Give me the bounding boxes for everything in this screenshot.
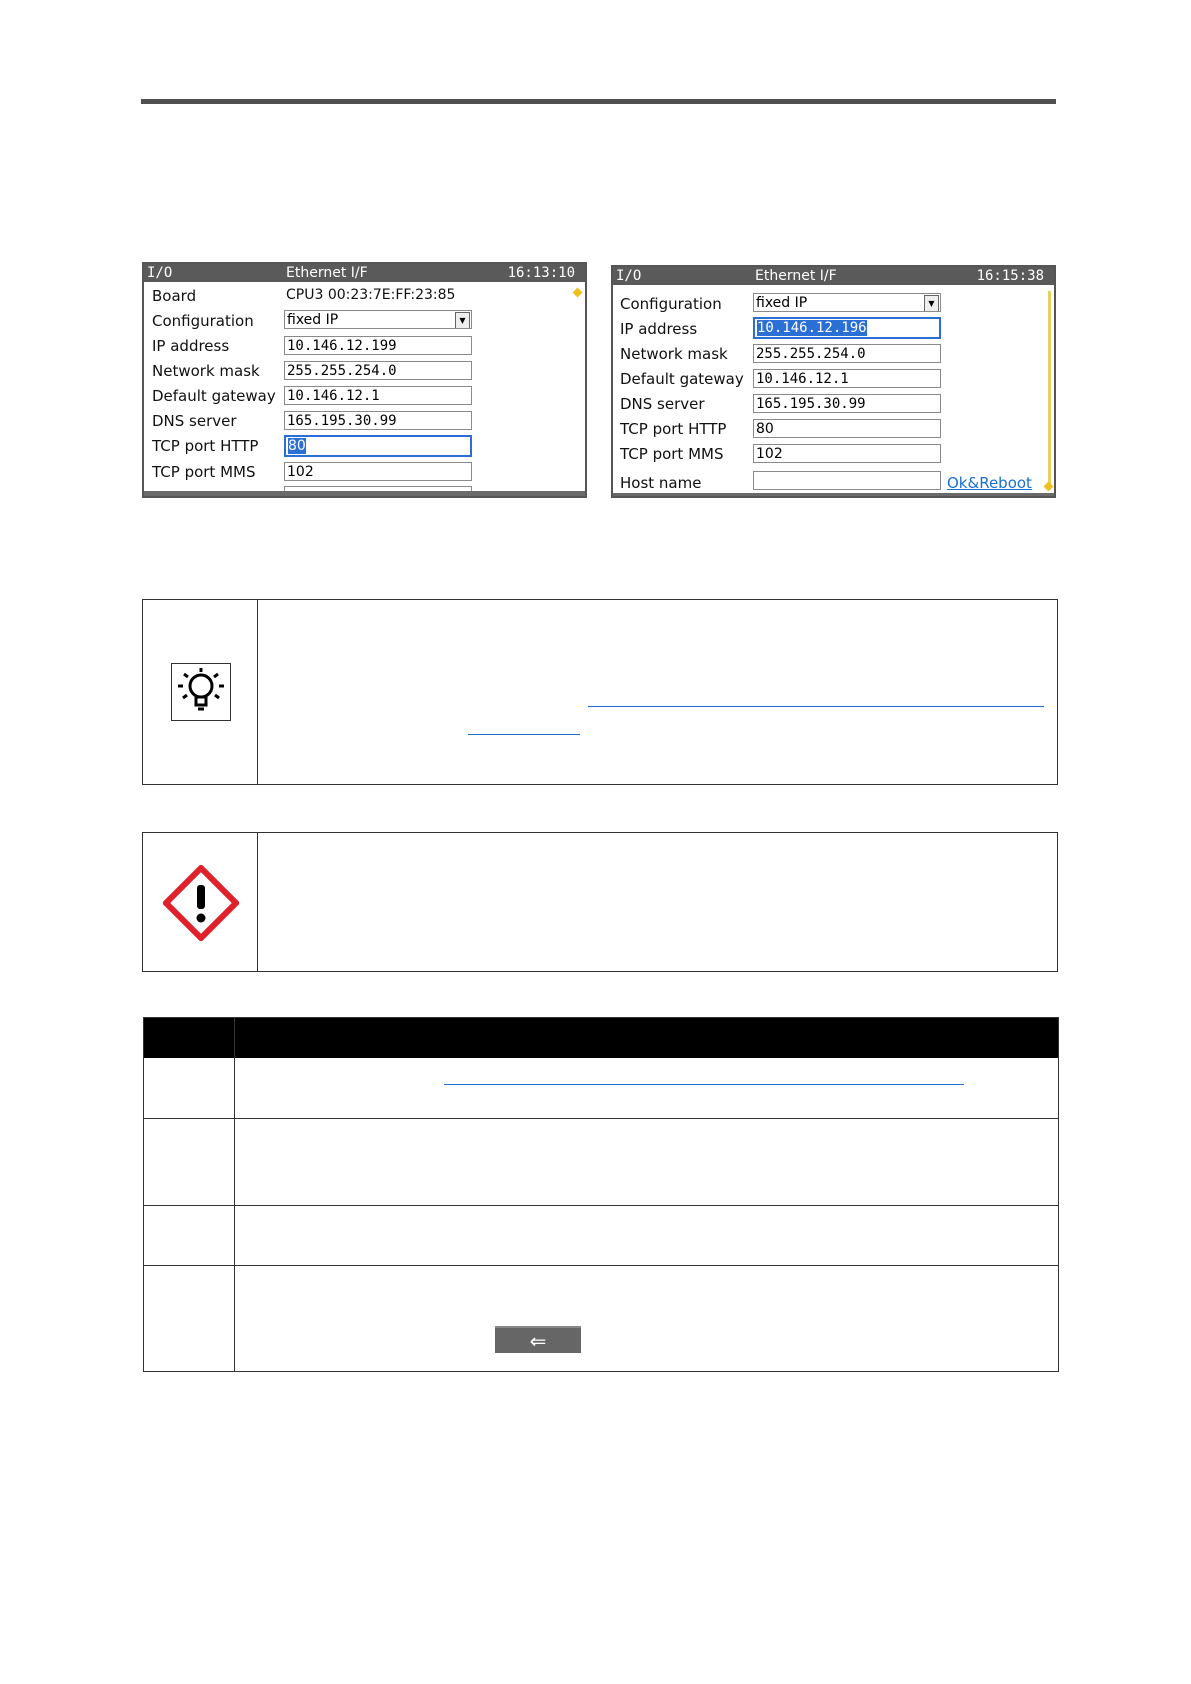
tcp-port-http-value: 80 [288, 438, 306, 454]
header-rule [141, 99, 1056, 104]
dns-server-field[interactable]: 165.195.30.99 [284, 411, 472, 430]
tcp-port-mms-field[interactable]: 102 [753, 444, 941, 463]
scroll-indicator-icon[interactable] [1044, 482, 1054, 492]
screen-title: Ethernet I/F [755, 268, 837, 284]
board-label: Board [152, 287, 197, 305]
row-divider [144, 1265, 1058, 1266]
chevron-down-icon[interactable]: ▼ [455, 312, 470, 329]
ok-reboot-button[interactable]: Ok&Reboot [947, 474, 1032, 492]
tcp-port-mms-label: TCP port MMS [152, 463, 256, 481]
host-name-field[interactable] [753, 471, 941, 490]
screen-clock: 16:15:38 [976, 268, 1044, 284]
tcp-port-mms-field[interactable]: 102 [284, 462, 472, 481]
configuration-label: Configuration [152, 312, 254, 330]
screen-title-bar [144, 264, 585, 282]
scroll-indicator-icon[interactable] [573, 288, 583, 298]
device-screen-1 [142, 262, 587, 498]
device-screen-2 [611, 265, 1056, 498]
softkey-bar [144, 491, 585, 496]
warning-box-divider [257, 833, 258, 971]
warning-box [142, 832, 1058, 972]
screen-clock: 16:13:10 [507, 265, 575, 281]
default-gateway-label: Default gateway [620, 370, 744, 388]
back-arrow-icon: ⇐ [529, 1329, 547, 1353]
dns-server-label: DNS server [620, 395, 705, 413]
ip-address-label: IP address [152, 337, 230, 355]
softkey-bar [613, 493, 1054, 496]
network-mask-label: Network mask [620, 345, 728, 363]
dns-server-field[interactable]: 165.195.30.99 [753, 394, 941, 413]
row-divider [144, 1118, 1058, 1119]
network-mask-field[interactable]: 255.255.254.0 [753, 344, 941, 363]
link-underline[interactable] [444, 1084, 964, 1085]
tcp-port-http-field[interactable] [284, 435, 472, 457]
table-header [144, 1018, 1058, 1058]
steps-table [143, 1017, 1059, 1372]
tcp-port-mms-label: TCP port MMS [620, 445, 724, 463]
screen-menu-label: I/O [616, 268, 642, 284]
default-gateway-label: Default gateway [152, 387, 276, 405]
configuration-select[interactable] [284, 310, 472, 329]
tcp-port-http-label: TCP port HTTP [620, 420, 727, 438]
link-underline[interactable] [588, 706, 1044, 707]
tip-box [142, 599, 1058, 785]
lightbulb-icon [171, 663, 231, 721]
ip-address-field[interactable] [753, 317, 941, 339]
column-divider [234, 1018, 235, 1371]
back-button[interactable] [495, 1326, 581, 1353]
network-mask-field[interactable]: 255.255.254.0 [284, 361, 472, 380]
default-gateway-field[interactable]: 10.146.12.1 [753, 369, 941, 388]
tcp-port-http-label: TCP port HTTP [152, 437, 259, 455]
screen-menu-label: I/O [147, 265, 173, 281]
tip-box-divider [257, 600, 258, 784]
ip-address-field[interactable]: 10.146.12.199 [284, 336, 472, 355]
configuration-select[interactable] [753, 293, 941, 312]
link-underline[interactable] [468, 734, 580, 735]
row-divider [144, 1205, 1058, 1206]
screen-title-bar [613, 267, 1054, 285]
exclamation-diamond-icon [163, 865, 239, 945]
chevron-down-icon[interactable]: ▼ [924, 295, 939, 312]
default-gateway-field[interactable]: 10.146.12.1 [284, 386, 472, 405]
screen-title: Ethernet I/F [286, 265, 368, 281]
configuration-value: fixed IP [756, 295, 808, 311]
configuration-label: Configuration [620, 295, 722, 313]
network-mask-label: Network mask [152, 362, 260, 380]
dns-server-label: DNS server [152, 412, 237, 430]
configuration-value: fixed IP [287, 312, 339, 328]
ip-address-label: IP address [620, 320, 698, 338]
ip-address-value: 10.146.12.196 [757, 320, 867, 336]
tcp-port-http-field[interactable]: 80 [753, 419, 941, 438]
host-name-label: Host name [620, 474, 702, 492]
scrollbar[interactable] [1048, 291, 1051, 486]
board-value: CPU3 00:23:7E:FF:23:85 [286, 287, 456, 303]
